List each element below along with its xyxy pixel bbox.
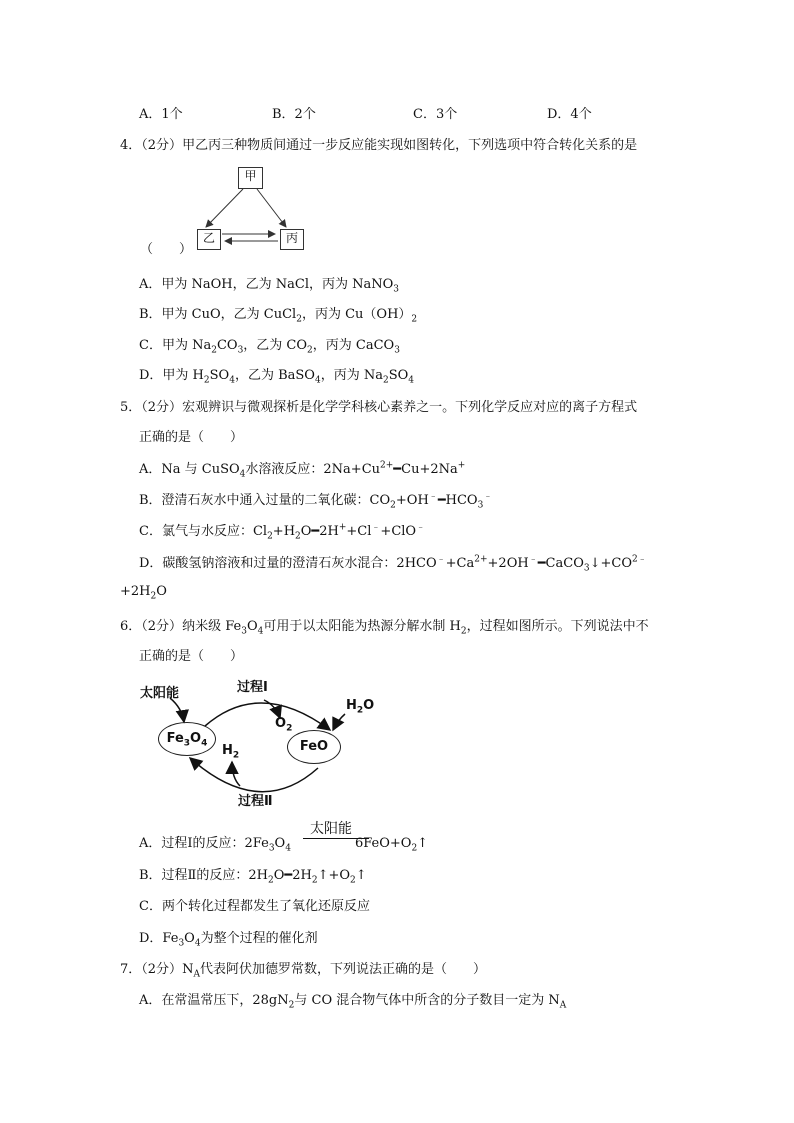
q5-option-b: B．澄清石灰水中通入过量的二氧化碳：$CO_2+OH^﹣━HCO_3^﹣$ (139, 491, 493, 511)
q6-diagram-h2o: $H_2O$ (346, 698, 375, 716)
q6-stem: 6．（2分）纳米级 $Fe_3O_4$可用于以太阳能为热源分解水制 $H_2$，过程如图所示。下列说法中不 (120, 619, 649, 637)
q4-stem-text: 甲乙丙三种物质间通过一步反应能实现如图转化，下列选项中符合转化关系的是 (182, 138, 638, 153)
q6-diagram-o2: $O_2$ (275, 716, 293, 734)
q6-node-feo: FeO (287, 730, 341, 764)
q6-option-d: D．$Fe_3O_4$为整个过程的催化剂 (139, 931, 318, 949)
q6-node-fe3o4: $Fe_3O_4$ (158, 722, 216, 756)
q4-option-d: D．甲为 $H_2SO_4$，乙为 BaSO$_4$，丙为 $Na_2SO_4$ (139, 368, 414, 386)
q5-stem-line2: 正确的是（ ） (139, 430, 244, 445)
q6-stem-line2: 正确的是（ ） (139, 649, 244, 664)
q7-option-a: A．在常温常压下，$28gN_2$与 CO 混合物气体中所含的分子数目一定为 $N_A$ (139, 993, 567, 1011)
q4-option-c: C．甲为 $Na_2CO_3$，乙为 $CO_2$，丙为 CaCO$_3$ (139, 338, 400, 356)
q6-diagram-process1: 过程Ⅰ (237, 680, 268, 695)
q6-option-a: A．过程Ⅰ的反应：$2Fe_3O_4$ $6FeO+O_2↑$ (139, 836, 429, 854)
q4-option-a: A．甲为 NaOH，乙为 NaCl，丙为 NaNO$_3$ (139, 277, 400, 295)
q5-option-d-cont: $+2H_2O$ (120, 584, 167, 602)
q6-diagram-h2: $H_2$ (222, 743, 240, 761)
q5-option-d: D．碳酸氢钠溶液和过量的澄清石灰水混合：$2HCO^﹣+Ca^{2+}+2OH^﹣━CaCO_3↓+CO^{2﹣}$ (139, 554, 647, 574)
q6-diagram-process2: 过程Ⅱ (238, 794, 273, 809)
q3-option-b: B．2个 (272, 107, 316, 122)
q5-stem: 5．（2分）宏观辨识与微观探析是化学学科核心素养之一。下列化学反应对应的离子方程式 (120, 400, 638, 415)
q6-diagram-sun: 太阳能 (140, 686, 180, 701)
q3-option-d: D．4个 (547, 107, 592, 122)
q6-option-c: C．两个转化过程都发生了氧化还原反应 (139, 899, 370, 914)
q4-node-bing: 丙 (280, 229, 304, 250)
q4-paren: （ ） (140, 242, 193, 257)
q5-option-c: C．氯气与水反应：$Cl_2+H_2O━2H^++Cl^﹣+ClO^﹣$ (139, 522, 426, 542)
q4-node-jia: 甲 (238, 167, 263, 189)
q4-score: （2分） (141, 138, 183, 153)
q7-stem: 7．（2分）$N_A$代表阿伏加德罗常数，下列说法正确的是（ ） (120, 962, 486, 980)
q6-option-b: B．过程Ⅱ的反应：$2H_2O━2H_2↑+O_2↑$ (139, 868, 367, 886)
q6-option-a-condition-line (303, 838, 369, 839)
q3-option-a: A．1个 (139, 107, 183, 122)
q6-option-a-condition: 太阳能 (310, 821, 352, 837)
q4-number: 4． (120, 138, 142, 153)
q4-option-b: B．甲为 CuO，乙为 CuCl$_2$，丙为 $Cu(OH)_2$ (139, 307, 418, 325)
q4-node-yi: 乙 (197, 229, 221, 250)
q3-option-c: C．3个 (413, 107, 458, 122)
q5-option-a: A．Na 与 CuSO$_4$水溶液反应：$2Na+Cu^{2+}━Cu+2Na^+$ (139, 460, 466, 480)
